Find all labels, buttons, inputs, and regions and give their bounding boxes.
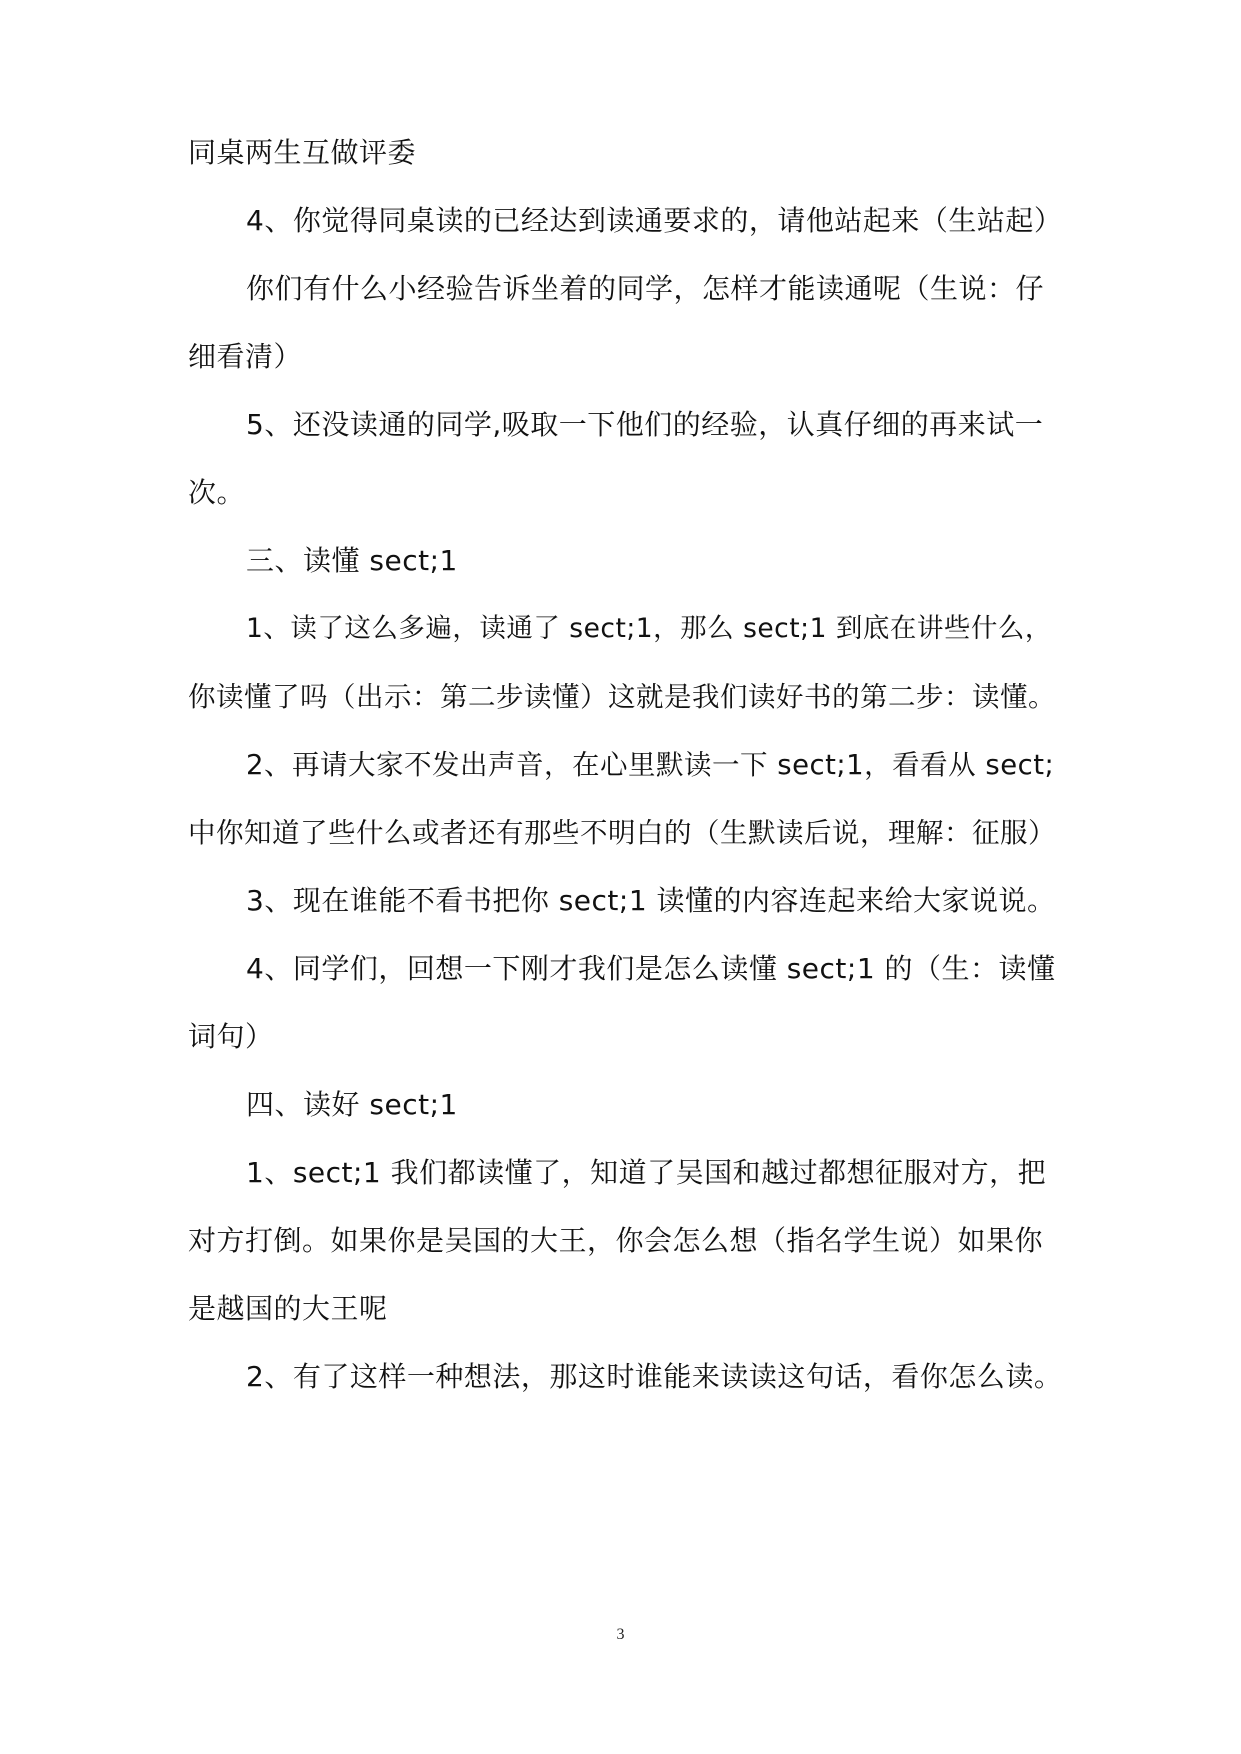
text-line-19: 2、有了这样一种想法，那这时谁能来读读这句话，看你怎么读。	[246, 1360, 1063, 1393]
text-line-10: 2、再请大家不发出声音，在心里默读一下 sect;1，看看从 sect;	[246, 749, 1055, 781]
text-line-11: 中你知道了些什么或者还有那些不明白的（生默读后说，理解：征服）	[188, 817, 1056, 849]
text-line-8: 1、读了这么多遍，读通了 sect;1，那么 sect;1 到底在讲些什么，	[246, 613, 1052, 644]
text-line-14: 词句）	[188, 1020, 274, 1053]
text-line-17: 对方打倒。如果你是吴国的大王，你会怎么想（指名学生说）如果你	[188, 1224, 1044, 1257]
section-heading-three: 三、读懂 sect;1	[246, 544, 458, 577]
text-line-4: 细看清）	[188, 340, 303, 373]
text-line-13: 4、同学们，回想一下刚才我们是怎么读懂 sect;1 的（生：读懂	[246, 952, 1056, 985]
text-line-9: 你读懂了吗（出示：第二步读懂）这就是我们读好书的第二步：读懂。	[188, 681, 1056, 713]
text-line-1: 同桌两生互做评委	[188, 136, 417, 169]
text-line-16: 1、sect;1 我们都读懂了，知道了吴国和越过都想征服对方，把	[246, 1156, 1047, 1189]
text-line-18: 是越国的大王呢	[188, 1292, 388, 1325]
text-line-2: 4、你觉得同桌读的已经达到读通要求的，请他站起来（生站起）	[246, 204, 1063, 237]
page-number: 3	[616, 1626, 625, 1643]
text-line-3: 你们有什么小经验告诉坐着的同学，怎样才能读通呢（生说：仔	[246, 272, 1045, 305]
text-line-12: 3、现在谁能不看书把你 sect;1 读懂的内容连起来给大家说说。	[246, 884, 1056, 917]
text-line-6: 次。	[188, 476, 246, 509]
section-heading-four: 四、读好 sect;1	[246, 1088, 458, 1121]
text-line-5: 5、还没读通的同学,吸取一下他们的经验，认真仔细的再来试一	[246, 408, 1044, 441]
